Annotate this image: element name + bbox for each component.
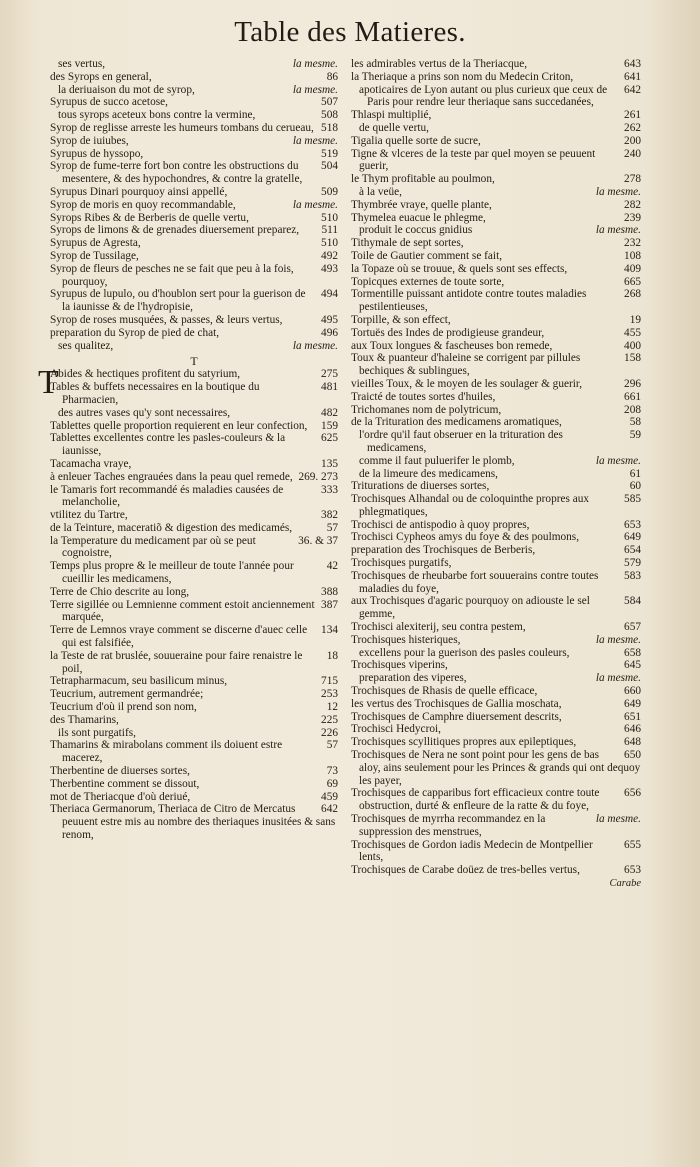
- entry-page-ref: 509: [321, 185, 338, 198]
- index-column-left: [38, 58, 338, 842]
- entry-text: Temps plus propre & le meilleur de toute l'année pour cueillir les medicamens,: [50, 560, 294, 586]
- entry-text: Syrop de fleurs de pesches ne se fait que peu à la fois, pourquoy,: [50, 262, 294, 288]
- index-entry: [351, 813, 641, 839]
- entry-text: l'ordre qu'il faut obseruer en la trituration des medicamens,: [359, 429, 563, 454]
- index-entry: [50, 314, 338, 327]
- entry-text: Syrop de roses musquées, & passes, & leurs vertus,: [50, 313, 283, 326]
- entry-text: Syrupus Dinari pourquoy ainsi appellé,: [50, 185, 228, 198]
- index-entry: [50, 340, 338, 353]
- entry-page-ref: 86: [326, 70, 338, 83]
- index-entry: [50, 237, 338, 250]
- entry-page-ref: 208: [624, 403, 641, 416]
- index-entry: [50, 586, 338, 599]
- index-entry: [351, 595, 641, 621]
- entry-text: le Tamaris fort recommandé és maladies causées de melancholie,: [50, 483, 284, 509]
- entry-page-ref: 382: [321, 509, 338, 522]
- entry-page-ref: 69: [326, 777, 338, 790]
- entry-text: Trochisci Cypheos amys du foye & des poulmons,: [351, 531, 580, 544]
- index-entry: [50, 420, 338, 433]
- entry-page-ref: 60: [629, 480, 641, 493]
- entry-page-ref: 282: [624, 198, 641, 211]
- entry-text: Trochisques de myrrha recommandez en la suppression des menstrues,: [351, 813, 546, 838]
- entry-page-ref: 511: [321, 224, 338, 237]
- index-entry: [50, 624, 338, 650]
- index-entry: [50, 471, 338, 484]
- index-entry: [50, 122, 338, 135]
- entry-page-ref: 510: [321, 211, 338, 224]
- entry-page-ref: 645: [624, 659, 641, 672]
- entry-page-ref: 59: [629, 429, 641, 442]
- entry-page-ref: la mesme.: [292, 339, 338, 352]
- catchword: Carabe: [609, 878, 641, 889]
- entry-text: la Temperature du medicament par où se peut cognoistre,: [50, 534, 256, 560]
- entry-page-ref: 579: [624, 557, 641, 570]
- index-entry: [50, 458, 338, 471]
- entry-page-ref: 333: [321, 483, 338, 496]
- index-entry: [351, 685, 641, 698]
- entry-text: Trochisques de Carabe doüez de tres-belles vertus,: [351, 864, 580, 877]
- entries-group-t: [38, 364, 338, 842]
- entry-text: apoticaires de Lyon autant ou plus curieux que ceux de Paris pour rendre leur theriaque sans succedanées,: [359, 83, 608, 109]
- index-entry: [351, 864, 641, 877]
- entry-text: Tablettes excellentes contre les pasles-couleurs & la iaunisse,: [50, 432, 286, 458]
- index-entry: [351, 493, 641, 519]
- entry-page-ref: 518: [321, 121, 338, 134]
- index-entry: [351, 634, 641, 647]
- entry-text: tous syrops aceteux bons contre la vermine,: [58, 109, 256, 122]
- index-entry: [351, 404, 641, 417]
- index-entry: [351, 839, 641, 865]
- index-entry: [50, 688, 338, 701]
- entry-page-ref: 296: [624, 377, 641, 390]
- index-entry: [351, 659, 641, 672]
- index-entry: [351, 199, 641, 212]
- entry-text: des Thamarins,: [50, 713, 119, 726]
- entry-page-ref: 584: [624, 595, 641, 608]
- entry-text: Terre de Chio descrite au long,: [50, 585, 190, 598]
- entry-text: Tigalia quelle sorte de sucre,: [351, 134, 481, 147]
- index-entry: [50, 96, 338, 109]
- index-entry: [351, 71, 641, 84]
- entry-text: de la Teinture, maceratiõ & digestion des medicamés,: [50, 521, 293, 534]
- entry-text: preparation des Trochisques de Berberis,: [351, 544, 536, 557]
- index-entry: [351, 84, 641, 110]
- entry-text: vtilitez du Tartre,: [50, 509, 128, 522]
- index-entry: [50, 58, 338, 71]
- entry-text: Trochisci de antispodio à quoy propres,: [351, 518, 530, 531]
- entry-page-ref: 583: [624, 569, 641, 582]
- index-entry: [50, 675, 338, 688]
- index-entry: [351, 621, 641, 634]
- entry-page-ref: 19: [629, 313, 641, 326]
- entry-text: Tortuës des Indes de prodigieuse grandeur,: [351, 326, 545, 339]
- entry-text: Syrop de reglisse arreste les humeurs tombans du cerueau,: [50, 121, 314, 134]
- entries-group-t-continued: [351, 58, 641, 877]
- entry-text: Tithymale de sept sortes,: [351, 237, 464, 250]
- entry-text: Trochisques Alhandal ou de coloquinthe propres aux phlegmatiques,: [351, 493, 590, 518]
- entry-page-ref: la mesme.: [595, 672, 641, 685]
- index-entry: [50, 224, 338, 237]
- entry-text: Tables & buffets necessaires en la boutique du Pharmacien,: [50, 381, 260, 406]
- entry-page-ref: 57: [326, 521, 338, 534]
- entry-page-ref: la mesme.: [595, 813, 641, 826]
- entry-page-ref: 278: [624, 173, 641, 186]
- index-entry: [50, 407, 338, 420]
- entry-page-ref: 507: [321, 96, 338, 109]
- index-entry: [351, 468, 641, 481]
- index-entry: [50, 535, 338, 561]
- entry-text: Thamarins & mirabolans comment ils doiuent estre macerez,: [50, 739, 283, 765]
- entry-page-ref: 158: [624, 352, 641, 365]
- index-entry: [351, 557, 641, 570]
- index-entry: [351, 544, 641, 557]
- entry-page-ref: la mesme.: [595, 454, 641, 467]
- entry-text: Abides & hectiques profitent du satyrium,: [50, 368, 241, 381]
- entry-text: Syrop de fume-terre fort bon contre les obstructions du mesentere, & des hypochondres, & contre la gratelle,: [50, 160, 303, 186]
- entry-page-ref: 18: [326, 649, 338, 662]
- entry-page-ref: 658: [624, 646, 641, 659]
- entry-text: preparation des viperes,: [359, 672, 467, 685]
- index-entry: [351, 58, 641, 71]
- index-entry: [351, 314, 641, 327]
- entry-page-ref: 61: [629, 467, 641, 480]
- index-entry: [50, 765, 338, 778]
- index-entry: [351, 186, 641, 199]
- entry-text: Therbentine de diuerses sortes,: [50, 765, 190, 778]
- entry-page-ref: 493: [321, 262, 338, 275]
- index-entry: [50, 432, 338, 458]
- index-entry: [351, 698, 641, 711]
- entry-text: Traicté de toutes sortes d'huiles,: [351, 390, 496, 403]
- entry-text: Teucrium, autrement germandrée;: [50, 688, 204, 701]
- entry-page-ref: 253: [321, 688, 338, 701]
- index-entry: [50, 803, 338, 841]
- entry-text: des autres vases qu'y sont necessaires,: [58, 406, 231, 419]
- index-entry: [351, 212, 641, 225]
- entry-page-ref: 495: [321, 313, 338, 326]
- index-entry: [50, 484, 338, 510]
- entry-page-ref: la mesme.: [595, 224, 641, 237]
- index-entry: [50, 135, 338, 148]
- index-entry: [351, 250, 641, 263]
- entry-text: de quelle vertu,: [359, 121, 429, 134]
- entry-text: Trochisques de Gordon iadis Medecin de Montpellier lents,: [351, 838, 593, 864]
- entry-text: Trochisci alexiterij, seu contra pestem,: [351, 621, 526, 634]
- entry-page-ref: 649: [624, 697, 641, 710]
- entry-page-ref: 240: [624, 147, 641, 160]
- index-entry: [351, 570, 641, 596]
- entry-text: Syrop de Tussilage,: [50, 249, 139, 262]
- entry-text: Teucrium d'où il prend son nom,: [50, 701, 197, 714]
- entry-page-ref: 135: [321, 457, 338, 470]
- index-entry: [50, 714, 338, 727]
- entry-page-ref: 625: [321, 432, 338, 445]
- index-entry: [351, 378, 641, 391]
- entry-page-ref: 226: [321, 726, 338, 739]
- index-entry: [351, 173, 641, 186]
- entry-text: Syrupus de Agresta,: [50, 237, 141, 250]
- entry-page-ref: 57: [326, 739, 338, 752]
- index-entry: [351, 749, 641, 787]
- entry-page-ref: 504: [321, 160, 338, 173]
- entry-page-ref: 649: [624, 531, 641, 544]
- entry-page-ref: 653: [624, 864, 641, 877]
- entry-page-ref: 494: [321, 288, 338, 301]
- entry-page-ref: 657: [624, 621, 641, 634]
- entry-page-ref: 660: [624, 685, 641, 698]
- entry-page-ref: 269. 273: [298, 470, 338, 483]
- index-entry: [50, 701, 338, 714]
- index-entry: [351, 327, 641, 340]
- index-entry: [50, 560, 338, 586]
- index-entry: [50, 739, 338, 765]
- entry-text: Trochisques scyllitiques propres aux epileptiques,: [351, 736, 577, 749]
- entry-text: Toux & puanteur d'haleine se corrigent par pillules bechiques & sublingues,: [351, 352, 581, 378]
- index-entry: [50, 522, 338, 535]
- entry-page-ref: 651: [624, 710, 641, 723]
- entry-page-ref: 661: [624, 390, 641, 403]
- entry-text: Trichomanes nom de polytricum,: [351, 403, 502, 416]
- entry-page-ref: 482: [321, 406, 338, 419]
- index-entry: [50, 727, 338, 740]
- index-entry: [351, 723, 641, 736]
- entry-page-ref: 409: [624, 262, 641, 275]
- index-entry: [351, 224, 641, 237]
- entry-page-ref: 232: [624, 237, 641, 250]
- entry-page-ref: 654: [624, 544, 641, 557]
- entry-text: Tigne & vlceres de la teste par quel moyen se peuuent guerir,: [351, 147, 596, 173]
- index-entry: [351, 352, 641, 378]
- entry-page-ref: 387: [321, 598, 338, 611]
- entry-text: Terre sigillée ou Lemnienne comment estoit anciennement marquée,: [50, 598, 315, 624]
- index-entry: [351, 647, 641, 660]
- index-entry: [50, 199, 338, 212]
- entry-text: preparation du Syrop de pied de chat,: [50, 326, 220, 339]
- entry-page-ref: 108: [624, 249, 641, 262]
- index-entry: [351, 122, 641, 135]
- index-entry: [351, 711, 641, 724]
- entry-text: Thymbrée vraye, quelle plante,: [351, 198, 492, 211]
- index-entry: [50, 84, 338, 97]
- index-entry: [351, 672, 641, 685]
- entry-text: de la limeure des medicamens,: [359, 467, 498, 480]
- index-entry: [351, 531, 641, 544]
- entry-text: Trochisques de Camphre diuersement descrits,: [351, 710, 562, 723]
- entry-text: la Theriaque a prins son nom du Medecin Criton,: [351, 70, 574, 83]
- entry-page-ref: 492: [321, 249, 338, 262]
- entry-page-ref: 508: [321, 109, 338, 122]
- entry-text: les vertus des Trochisques de Gallia moschata,: [351, 697, 562, 710]
- entry-text: la deriuaison du mot de syrop,: [58, 83, 195, 96]
- entry-page-ref: 200: [624, 134, 641, 147]
- section-letter: T: [190, 354, 198, 369]
- entry-text: Syrop de iuiubes,: [50, 134, 129, 147]
- index-entry: [50, 71, 338, 84]
- entry-text: Trochisques de Nera ne sont point pour les gens de bas aloy, ains seulement pour les Princes & grands qui ont dequoy les payer,: [351, 749, 641, 787]
- entry-text: Syrop de moris en quoy recommandable,: [50, 198, 236, 211]
- entry-page-ref: la mesme.: [292, 198, 338, 211]
- entry-page-ref: 510: [321, 237, 338, 250]
- entry-page-ref: 642: [624, 83, 641, 96]
- entry-page-ref: 239: [624, 211, 641, 224]
- index-entry: [351, 416, 641, 429]
- entry-text: Therbentine comment se dissout,: [50, 777, 200, 790]
- index-entry: [351, 288, 641, 314]
- entry-page-ref: 643: [624, 58, 641, 70]
- entry-text: aux Toux longues & fascheuses bon remede,: [351, 339, 553, 352]
- entry-page-ref: 459: [321, 790, 338, 803]
- entry-text: Tacamacha vraye,: [50, 457, 132, 470]
- index-entry: [50, 288, 338, 314]
- entry-text: vieilles Toux, & le moyen de les soulager & guerir,: [351, 377, 583, 390]
- index-entry: [351, 736, 641, 749]
- entry-page-ref: 12: [326, 701, 338, 714]
- entry-text: Trochisques viperins,: [351, 659, 448, 672]
- index-entry: [351, 263, 641, 276]
- entry-text: Trochisques de capparibus fort efficacieux contre toute obstruction, durté & enfleure de la ratte & du foye,: [351, 787, 600, 813]
- entry-page-ref: la mesme.: [595, 185, 641, 198]
- drop-cap: T: [38, 364, 59, 402]
- entry-page-ref: la mesme.: [595, 633, 641, 646]
- entry-text: Syrupus de succo acetose,: [50, 96, 168, 109]
- entry-page-ref: 585: [624, 493, 641, 506]
- entry-text: Terre de Lemnos vraye comment se discerne d'auec celle qui est falsifiée,: [50, 624, 308, 650]
- index-entry: [351, 519, 641, 532]
- index-entry: [351, 480, 641, 493]
- entry-page-ref: 58: [629, 416, 641, 429]
- entry-text: Theriaca Germanorum, Theriaca de Citro de Mercatus peuuent estre mis au nombre des theriaques inusitées & sans renom,: [50, 803, 336, 842]
- entry-text: Trochisques purgatifs,: [351, 557, 452, 570]
- entry-text: Thlaspi multiplié,: [351, 109, 432, 122]
- index-entry: [50, 327, 338, 340]
- entry-page-ref: 648: [624, 736, 641, 749]
- index-entry: [50, 186, 338, 199]
- entry-text: Syrupus de lupulo, ou d'houblon sert pour la guerison de la iaunisse & de l'hydropisie,: [50, 288, 306, 314]
- index-entry: [50, 381, 338, 407]
- index-entry: [50, 778, 338, 791]
- entry-text: ils sont purgatifs,: [58, 726, 136, 739]
- entry-text: la Teste de rat bruslée, souueraine pour faire renaistre le poil,: [50, 649, 303, 675]
- index-entry: [50, 212, 338, 225]
- entry-text: ses vertus,: [58, 58, 106, 70]
- entry-page-ref: 42: [326, 560, 338, 573]
- entry-page-ref: 73: [326, 765, 338, 778]
- entry-text: Syrupus de hyssopo,: [50, 147, 144, 160]
- index-entry: [351, 429, 641, 455]
- entry-page-ref: 496: [321, 326, 338, 339]
- index-entry: [50, 250, 338, 263]
- entry-text: Trochisci Hedycroi,: [351, 723, 441, 736]
- index-column-right: [351, 58, 641, 889]
- entry-text: comme il faut puluerifer le plomb,: [359, 454, 515, 467]
- entry-text: Torpille, & son effect,: [351, 313, 451, 326]
- index-entry: [351, 135, 641, 148]
- entry-text: de la Trituration des medicamens aromatiques,: [351, 416, 562, 429]
- entries-group-s: [50, 58, 338, 352]
- entry-page-ref: 400: [624, 339, 641, 352]
- entry-page-ref: 159: [321, 419, 338, 432]
- index-entry: [50, 650, 338, 676]
- page-title: Table des Matieres.: [234, 16, 466, 48]
- entry-text: ses qualitez,: [58, 339, 114, 352]
- index-entry: [50, 599, 338, 625]
- entry-page-ref: 262: [624, 121, 641, 134]
- entry-page-ref: 655: [624, 838, 641, 851]
- entry-page-ref: la mesme.: [292, 83, 338, 96]
- entry-page-ref: 650: [624, 749, 641, 762]
- index-entry: [351, 787, 641, 813]
- entry-text: à enleuer Taches engrauées dans la peau quel remede,: [50, 470, 293, 483]
- entry-text: Topicques externes de toute sorte,: [351, 275, 505, 288]
- entry-page-ref: 275: [321, 368, 338, 381]
- index-entry: [351, 109, 641, 122]
- entry-text: Thymelea euacue le phlegme,: [351, 211, 486, 224]
- entry-text: produit le coccus gnidius: [359, 224, 473, 237]
- index-entry: [351, 391, 641, 404]
- index-entry: [351, 148, 641, 174]
- entry-text: Syrops de limons & de grenades diuersement preparez,: [50, 224, 300, 237]
- entry-text: le Thym profitable au poulmon,: [351, 173, 495, 186]
- entry-page-ref: 642: [321, 803, 338, 816]
- entry-text: Syrops Ribes & de Berberis de quelle vertu,: [50, 211, 249, 224]
- entry-page-ref: 646: [624, 723, 641, 736]
- entry-page-ref: 656: [624, 787, 641, 800]
- entry-text: Tablettes quelle proportion requierent en leur confection,: [50, 419, 308, 432]
- entry-text: Tormentille puissant antidote contre toutes maladies pestilentieuses,: [351, 288, 587, 314]
- entry-text: excellens pour la guerison des pasles couleurs,: [359, 646, 570, 659]
- index-entry: [351, 455, 641, 468]
- entry-page-ref: 261: [624, 109, 641, 122]
- entry-text: des Syrops en general,: [50, 70, 152, 83]
- entry-text: Trochisques de Rhasis de quelle efficace,: [351, 685, 538, 698]
- entry-page-ref: 641: [624, 70, 641, 83]
- entry-page-ref: 653: [624, 518, 641, 531]
- index-entry: [50, 791, 338, 804]
- index-entry: [50, 109, 338, 122]
- entry-text: Toile de Gautier comment se fait,: [351, 249, 503, 262]
- entry-page-ref: la mesme.: [292, 58, 338, 70]
- entry-text: la Topaze où se trouue, & quels sont ses effects,: [351, 262, 568, 275]
- entry-text: Triturations de diuerses sortes,: [351, 480, 490, 493]
- entry-page-ref: 268: [624, 288, 641, 301]
- entry-page-ref: 715: [321, 675, 338, 688]
- entry-text: aux Trochisques d'agaric pourquoy on adiouste le sel gemme,: [351, 595, 590, 621]
- entry-text: les admirables vertus de la Theriacque,: [351, 58, 528, 70]
- index-entry: [351, 237, 641, 250]
- index-entry: [50, 263, 338, 289]
- entry-page-ref: 225: [321, 713, 338, 726]
- entry-page-ref: 455: [624, 326, 641, 339]
- entry-page-ref: 36. & 37: [298, 534, 338, 547]
- entry-page-ref: 481: [321, 381, 338, 394]
- entry-page-ref: la mesme.: [292, 134, 338, 147]
- index-entry: [50, 148, 338, 161]
- entry-text: Trochisques de rheubarbe fort souuerains contre toutes maladies du foye,: [351, 569, 599, 595]
- index-entry: [351, 340, 641, 353]
- entry-page-ref: 519: [321, 147, 338, 160]
- entry-text: mot de Theriacque d'où deriué,: [50, 790, 191, 803]
- index-entry: [351, 276, 641, 289]
- entry-page-ref: 388: [321, 585, 338, 598]
- entry-text: à la veüe,: [359, 185, 402, 198]
- entry-text: Trochisques histeriques,: [351, 633, 461, 646]
- index-entry: [50, 509, 338, 522]
- entry-page-ref: 665: [624, 275, 641, 288]
- entry-text: Tetrapharmacum, seu basilicum minus,: [50, 675, 228, 688]
- index-entry: [50, 160, 338, 186]
- entry-page-ref: 134: [321, 624, 338, 637]
